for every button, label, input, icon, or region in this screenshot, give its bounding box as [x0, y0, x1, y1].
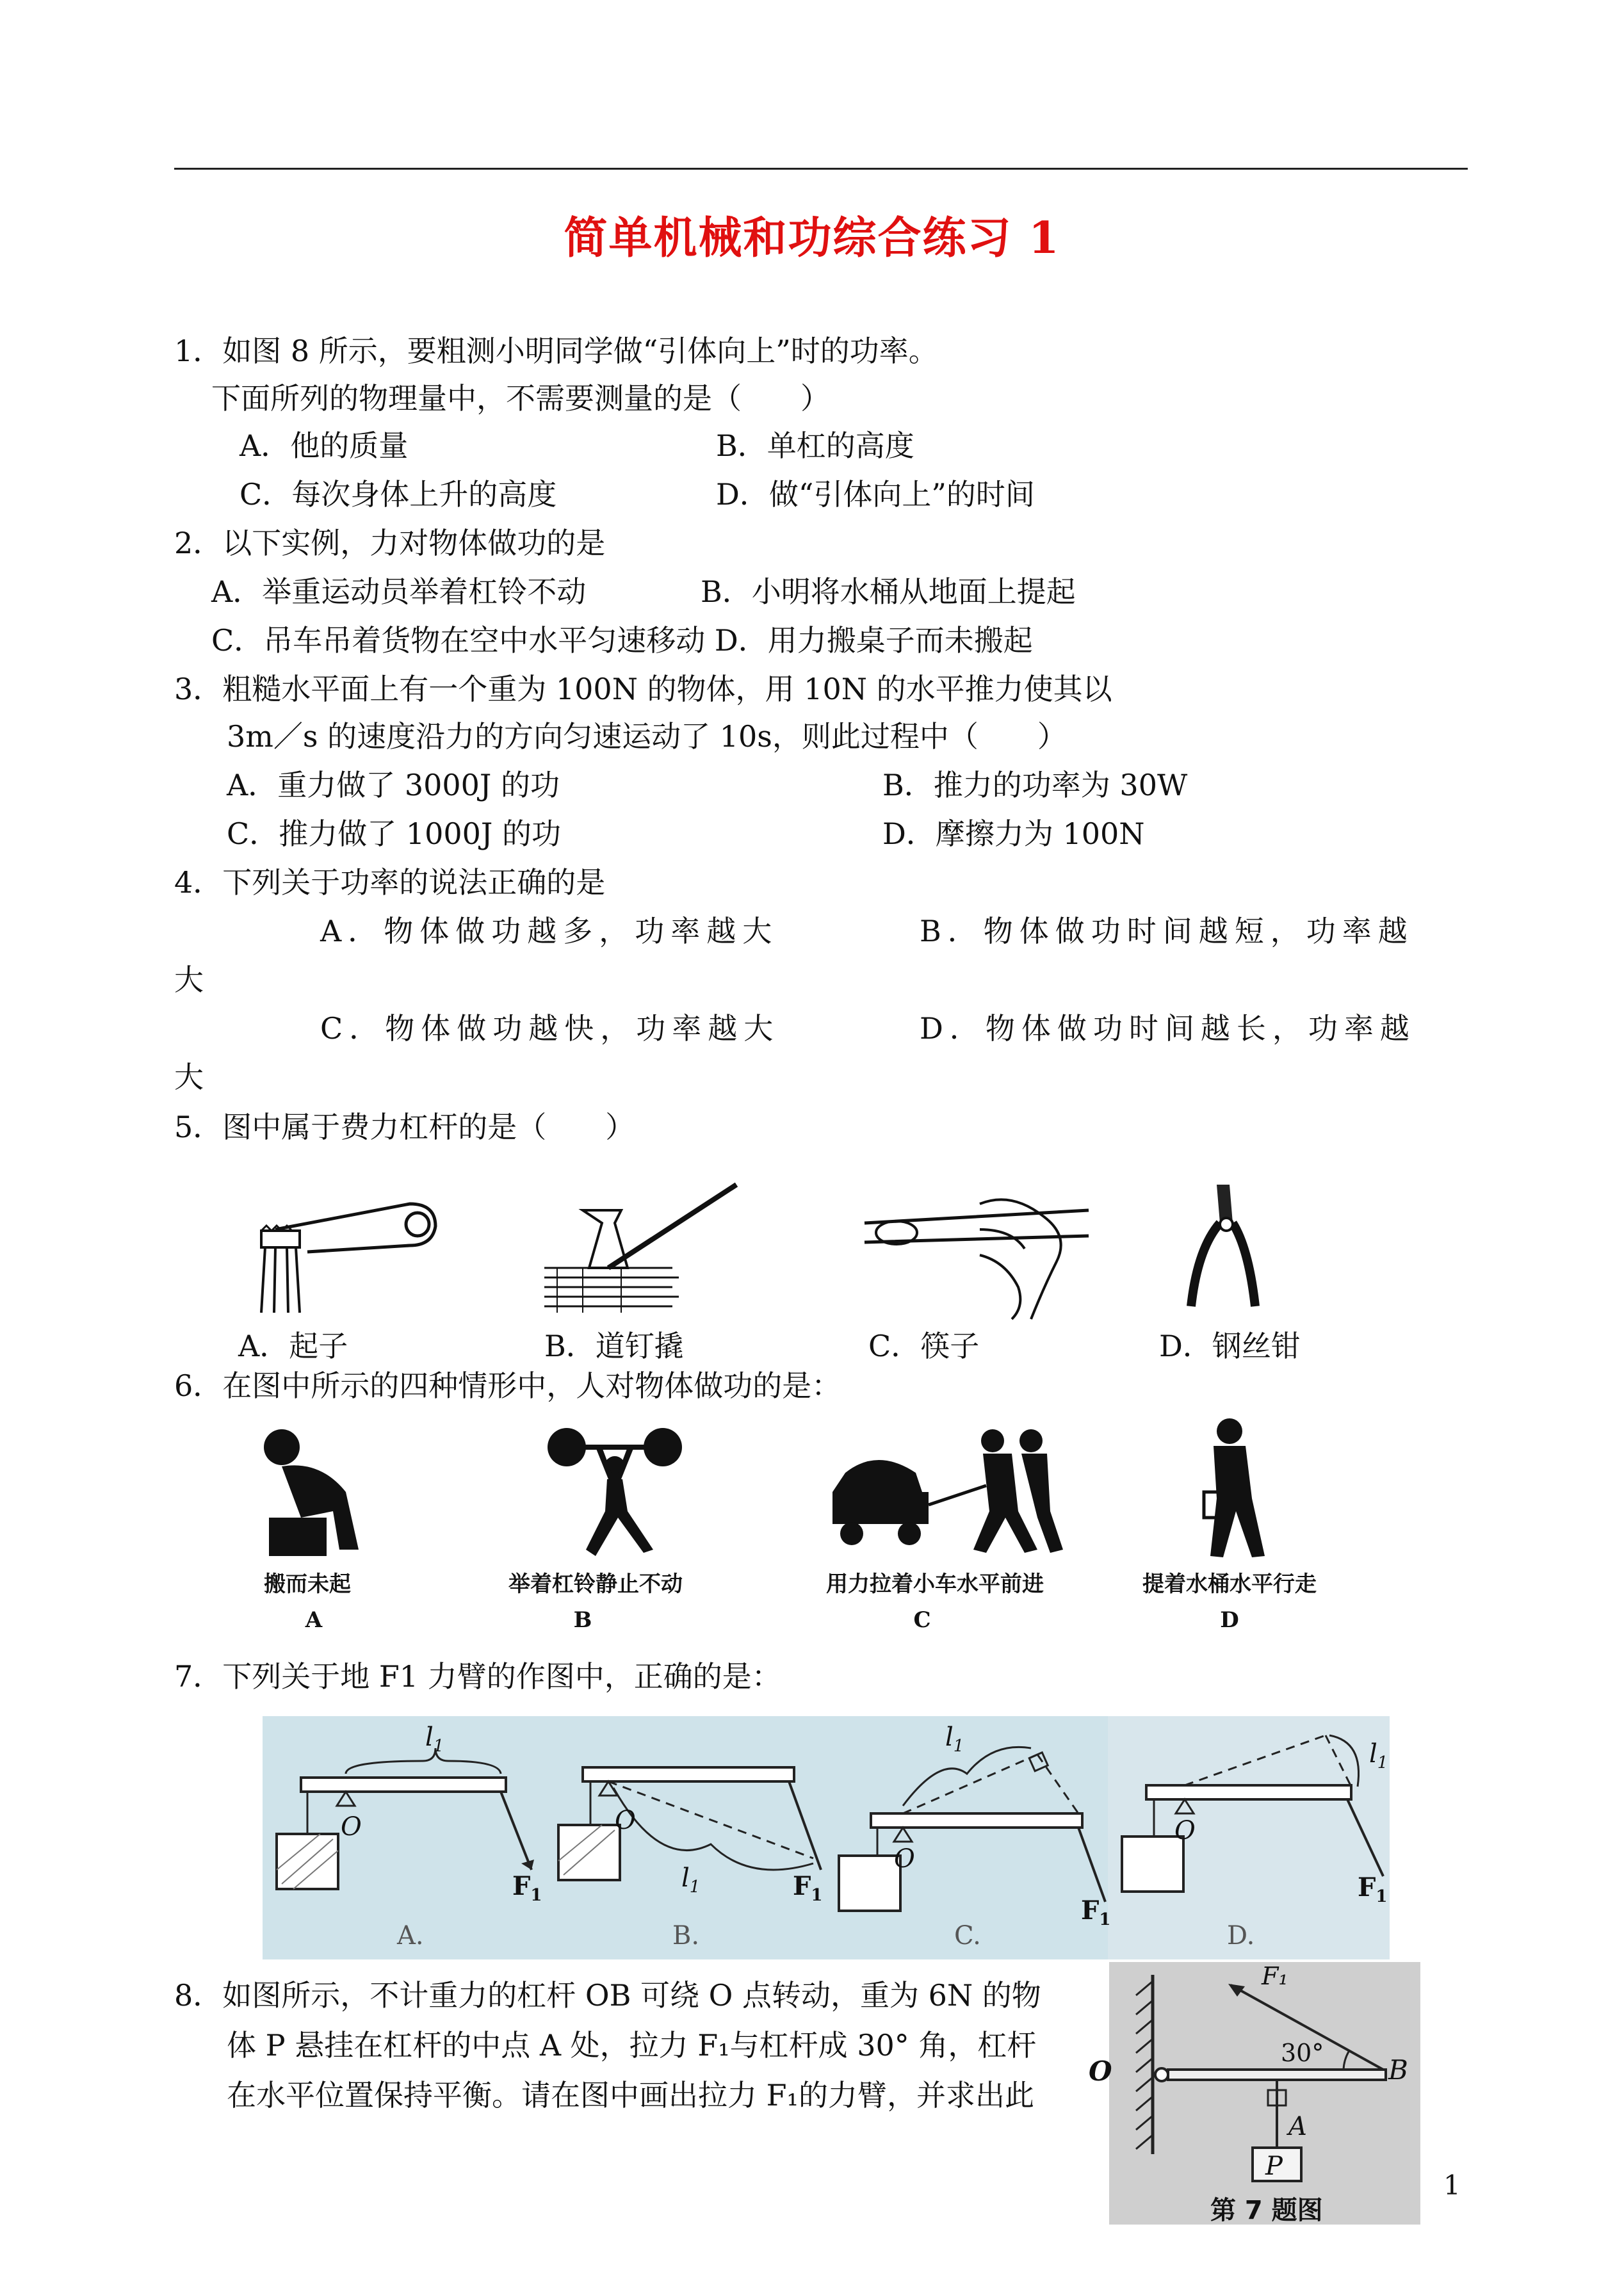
q7-label-o-c: O [894, 1844, 915, 1874]
q3-stem: 3．粗糙水平面上有一个重为 100N 的物体，用 10N 的水平推力使其以 [174, 672, 1112, 706]
wire-pliers-image [1172, 1178, 1274, 1313]
header-rule [174, 168, 1468, 170]
page-number: 1 [1443, 2169, 1461, 2201]
q6-letter-b: B [573, 1607, 592, 1633]
q8-figure-caption: 第 7 题图 [1210, 2196, 1323, 2225]
q7-letter-a: A. [397, 1921, 424, 1950]
q7-stem: 7．下列关于地 F1 力臂的作图中，正确的是： [174, 1659, 781, 1694]
q6-caption-d: 提着水桶水平行走 [1142, 1571, 1317, 1597]
q2-stem: 2．以下实例，力对物体做功的是 [174, 526, 606, 560]
q7-letter-b: B. [672, 1921, 700, 1950]
q6-caption-c: 用力拉着小车水平前进 [826, 1571, 1044, 1597]
q5-stem: 5．图中属于费力杠杆的是（ ） [174, 1110, 635, 1144]
q6-stem: 6．在图中所示的四种情形中，人对物体做功的是： [174, 1368, 841, 1403]
q4-option-b-wrap: 大 [174, 962, 204, 997]
q7-label-f-b: $F_1$ [793, 1871, 823, 1905]
q8-lever-figure [1109, 1962, 1420, 2225]
q7-label-l-c: $l_1$ [945, 1723, 964, 1756]
q8-label-o: O [1089, 2056, 1112, 2087]
q6-letter-c: C [913, 1607, 931, 1633]
q3-stem-2: 3m／s 的速度沿力的方向匀速运动了 10s，则此过程中（ ） [227, 719, 1067, 754]
q7-label-l-b: $l_1$ [681, 1863, 701, 1897]
bottle-opener-image [250, 1191, 455, 1319]
q4-option-b: B．物体做功时间越短，功率越 [920, 914, 1414, 948]
q2-option-b: B．小明将水桶从地面上提起 [701, 574, 1076, 609]
q8-stem-2: 体 P 悬挂在杠杆的中点 A 处，拉力 F₁与杠杆成 30° 角，杠杆 [227, 2028, 1037, 2063]
q3-option-d: D．摩擦力为 100N [882, 816, 1145, 851]
q3-option-c: C．推力做了 1000J 的功 [227, 816, 561, 851]
q1-stem-2: 下面所列的物理量中，不需要测量的是（ ） [211, 381, 830, 416]
q5-caption-d: D．钢丝钳 [1159, 1329, 1301, 1363]
nail-puller-image [544, 1172, 762, 1319]
person-carrying-bucket-image [1178, 1415, 1281, 1562]
q8-label-p: P [1265, 2152, 1283, 2181]
person-pulling-cart-image [826, 1422, 1069, 1562]
page-title: 简单机械和功综合练习 1 [564, 213, 1060, 264]
q6-letter-a: A [305, 1607, 323, 1633]
q4-option-a: A．物体做功越多，功率越大 [320, 914, 779, 948]
q1-option-b: B．单杠的高度 [716, 428, 914, 463]
q5-caption-a: A．起子 [238, 1329, 348, 1363]
q1-stem: 1．如图 8 所示，要粗测小明同学做“引体向上”时的功率。 [174, 334, 938, 368]
q3-option-b: B．推力的功率为 30W [882, 768, 1188, 802]
q7-label-o-b: O [615, 1806, 636, 1835]
q8-stem-3: 在水平位置保持平衡。请在图中画出拉力 F₁的力臂，并求出此 [227, 2078, 1034, 2113]
q4-option-d: D．物体做功时间越长，功率越 [920, 1011, 1416, 1046]
person-lifting-box-image [243, 1422, 384, 1562]
q5-caption-c: C．筷子 [868, 1329, 980, 1363]
q7-label-o-a: O [341, 1812, 362, 1842]
q7-letter-c: C. [954, 1921, 981, 1950]
q2-option-cd: C．吊车吊着货物在空中水平匀速移动 D．用力搬桌子而未搬起 [211, 623, 1033, 658]
q2-option-a: A．举重运动员举着杠铃不动 [211, 574, 587, 609]
q1-option-d: D．做“引体向上”的时间 [716, 477, 1035, 512]
q6-caption-b: 举着杠铃静止不动 [508, 1571, 683, 1597]
q7-label-f-a: $F_1$ [512, 1871, 542, 1905]
q7-label-l-d: $l_1$ [1369, 1739, 1388, 1772]
q7-letter-d: D. [1227, 1921, 1255, 1950]
q1-option-a: A．他的质量 [240, 428, 409, 463]
q3-option-a: A．重力做了 3000J 的功 [227, 768, 560, 802]
q8-label-a: A [1288, 2112, 1307, 2141]
q5-caption-b: B．道钉撬 [544, 1329, 684, 1363]
q8-label-angle: 30° [1281, 2039, 1324, 2067]
q8-label-f1: F₁ [1262, 1962, 1288, 1990]
q1-option-c: C．每次身体上升的高度 [240, 477, 557, 512]
q8-label-b: B [1388, 2054, 1408, 2086]
q4-option-c: C．物体做功越快，功率越大 [320, 1011, 780, 1046]
q8-stem: 8．如图所示，不计重力的杠杆 OB 可绕 O 点转动，重为 6N 的物 [174, 1978, 1041, 2013]
weightlifter-image [544, 1422, 685, 1562]
chopsticks-image [865, 1191, 1095, 1319]
q6-caption-a: 搬而未起 [264, 1571, 351, 1597]
q6-letter-d: D [1220, 1607, 1239, 1633]
q7-label-f-c: $F_1$ [1081, 1895, 1111, 1929]
q7-label-f-d: $F_1$ [1358, 1872, 1388, 1906]
q7-label-l-a: $l_1$ [425, 1723, 444, 1756]
q4-option-d-wrap: 大 [174, 1060, 204, 1094]
q4-stem: 4．下列关于功率的说法正确的是 [174, 865, 606, 900]
q7-label-o-d: O [1174, 1816, 1196, 1845]
